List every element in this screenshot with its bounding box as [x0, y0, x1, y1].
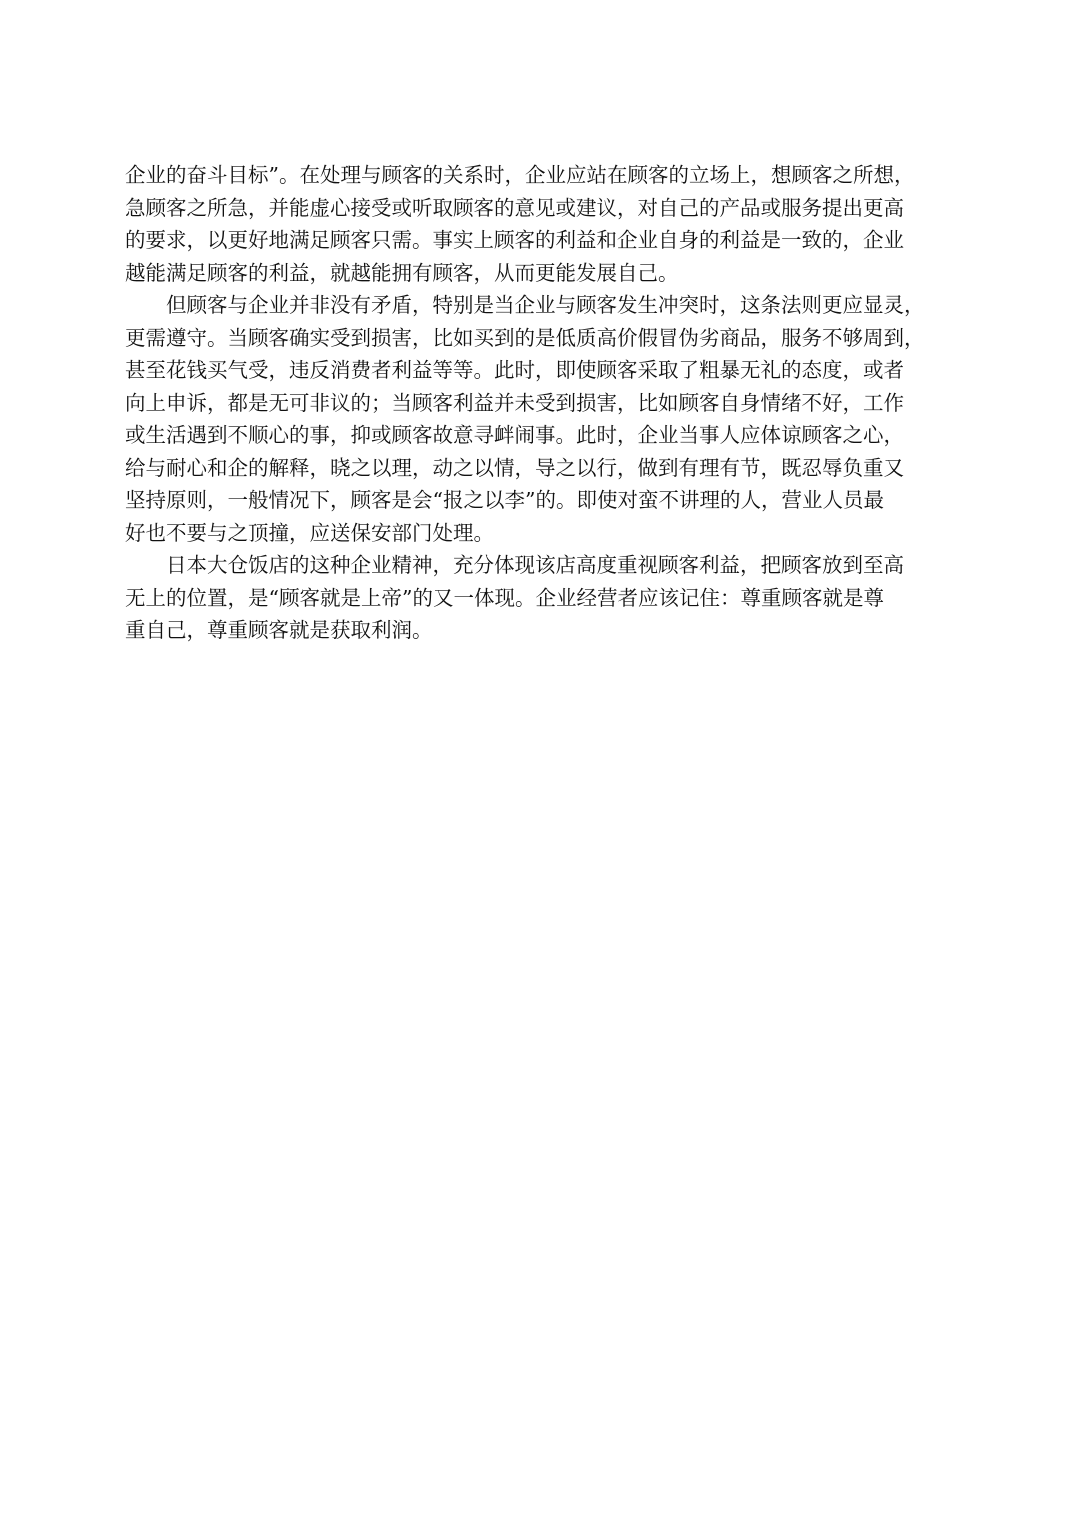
text-line: 向上申诉，都是无可非议的；当顾客利益并未受到损害，比如顾客自身情绪不好，工作: [125, 390, 904, 415]
text-line: 甚至花钱买气受，违反消费者利益等等。此时，即使顾客采取了粗暴无礼的态度，或者: [125, 358, 904, 382]
body-text: [125, 159, 985, 647]
text-line: 坚持原则，一般情况下，顾客是会“报之以李”的。即使对蛮不讲理的人，营业人员最: [125, 488, 884, 512]
text-line: 日本大仓饭店的这种企业精神，充分体现该店高度重视顾客利益，把顾客放到至高: [166, 553, 904, 577]
text-line: 的要求，以更好地满足顾客只需。事实上顾客的利益和企业自身的利益是一致的，企业: [125, 228, 904, 252]
text-line: 急顾客之所急，并能虚心接受或听取顾客的意见或建议，对自己的产品或服务提出更高: [125, 195, 904, 220]
text-line: 但顾客与企业并非没有矛盾，特别是当企业与顾客发生冲突时，这条法则更应显灵，: [166, 293, 925, 317]
text-line: 或生活遇到不顺心的事，抑或顾客故意寻衅闹事。此时，企业当事人应体谅顾客之心，: [125, 423, 904, 447]
text-line: 企业的奋斗目标”。在处理与顾客的关系时，企业应站在顾客的立场上，想顾客之所想，: [125, 163, 915, 187]
text-line: 重自己，尊重顾客就是获取利润。: [125, 618, 433, 642]
text-line: 越能满足顾客的利益，就越能拥有顾客，从而更能发展自己。: [125, 260, 679, 285]
text-line: 无上的位置，是“顾客就是上帝”的又一体现。企业经营者应该记住：尊重顾客就是尊: [125, 585, 884, 610]
text-line: 给与耐心和企的解释，晓之以理，动之以情，导之以行，做到有理有节，既忍辱负重又: [125, 455, 904, 480]
text-line: 更需遵守。当顾客确实受到损害，比如买到的是低质高价假冒伪劣商品，服务不够周到，: [125, 325, 925, 350]
text-line: 好也不要与之顶撞，应送保安部门处理。: [125, 520, 494, 545]
